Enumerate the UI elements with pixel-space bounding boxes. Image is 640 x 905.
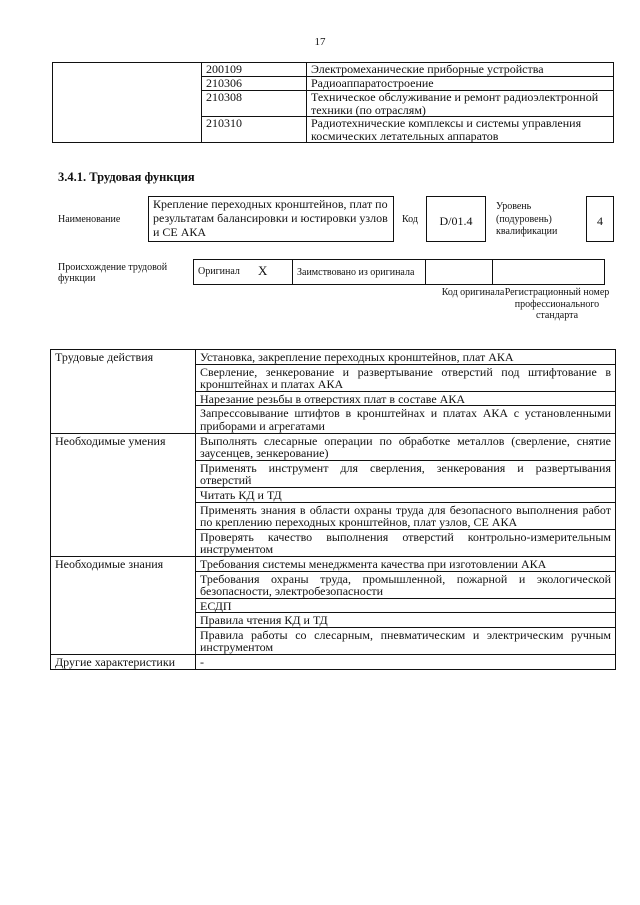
original-code-cell	[426, 260, 493, 285]
labor-action: Запрессовывание штифтов в кронштейнах и платах АКА с установленными приборами и агрегатами	[196, 406, 616, 433]
labor-action: Установка, закрепление переходных кронштейнов, плат АКА	[196, 350, 616, 365]
function-name-box: Крепление переходных кронштейнов, плат по результатам балансировки и юстировки узлов и СЕ АКА	[148, 196, 394, 242]
table-row	[51, 556, 616, 571]
required-knowledge: Требования системы менеджмента качества при изготовлении АКА	[196, 556, 616, 571]
specialty-codes-table	[52, 62, 614, 143]
level-label-line: (подуровень)	[496, 213, 552, 225]
specialty-code: 210308	[202, 91, 307, 117]
specialty-name: Техническое обслуживание и ремонт радиоэлектронной техники (по отраслям)	[307, 91, 614, 117]
specialty-code: 210306	[202, 77, 307, 91]
code-label: Код	[402, 214, 418, 225]
required-knowledge: Требования охраны труда, промышленной, пожарной и экологической безопасности, электробезопасности	[196, 571, 616, 598]
table-row	[51, 350, 616, 365]
specialty-code: 210310	[202, 117, 307, 143]
other-characteristics-value: -	[196, 655, 616, 670]
labor-action: Нарезание резьбы в отверстиях плат в составе АКА	[196, 391, 616, 406]
labor-function-table	[50, 349, 616, 670]
specialty-name: Радиотехнические комплексы и системы управления космических летательных аппаратов	[307, 117, 614, 143]
table-row	[51, 655, 616, 670]
original-cell	[194, 260, 293, 285]
registration-number-cell	[493, 260, 605, 285]
original-mark: X	[258, 263, 268, 278]
specialty-code: 200109	[202, 63, 307, 77]
registration-number-caption: Регистрационный номер профессионального стандарта	[504, 287, 610, 321]
required-knowledge: Правила чтения КД и ТД	[196, 613, 616, 628]
row-header-actions: Трудовые действия	[51, 350, 196, 434]
required-skill: Применять знания в области охраны труда для безопасного выполнения работ по креплению переходных кронштейнов, плат узлов, СЕ АКА	[196, 502, 616, 529]
qualification-level-label	[496, 201, 557, 239]
function-code-box: D/01.4	[426, 196, 486, 242]
row-header-skills: Необходимые умения	[51, 433, 196, 556]
original-code-caption: Код оригинала	[441, 287, 505, 298]
original-label: Оригинал	[198, 265, 240, 277]
row-header-other: Другие характеристики	[51, 655, 196, 670]
name-label: Наименование	[58, 214, 121, 225]
specialty-name: Электромеханические приборные устройства	[307, 63, 614, 77]
borrowed-label: Заимствовано из оригинала	[293, 260, 426, 285]
row-header-knowledge: Необходимые знания	[51, 556, 196, 654]
level-label-line: Уровень	[496, 201, 532, 212]
level-label-line: квалификации	[496, 226, 558, 237]
section-title: 3.4.1. Трудовая функция	[58, 170, 195, 184]
required-knowledge: Правила работы со слесарным, пневматическим и электрическим ручным инструментом	[196, 627, 616, 654]
required-skill: Применять инструмент для сверления, зенкерования и развертывания отверстий	[196, 460, 616, 487]
origin-label: Происхождение трудовой функции	[58, 262, 168, 284]
required-skill: Читать КД и ТД	[196, 487, 616, 502]
table-row	[51, 433, 616, 460]
table-row	[194, 260, 605, 285]
required-skill: Выполнять слесарные операции по обработке металлов (сверление, снятие заусенцев, зенкерование)	[196, 433, 616, 460]
table-row	[53, 63, 614, 77]
specialty-name: Радиоаппаратостроение	[307, 77, 614, 91]
required-skill: Проверять качество выполнения отверстий контрольно-измерительным инструментом	[196, 529, 616, 556]
labor-action: Сверление, зенкерование и развертывание отверстий под штифтование в кронштейнах и платах АКА	[196, 364, 616, 391]
empty-cell	[53, 63, 202, 143]
page-number: 17	[314, 36, 326, 48]
required-knowledge: ЕСДП	[196, 598, 616, 613]
origin-table	[193, 259, 605, 285]
qualification-level-box: 4	[586, 196, 614, 242]
